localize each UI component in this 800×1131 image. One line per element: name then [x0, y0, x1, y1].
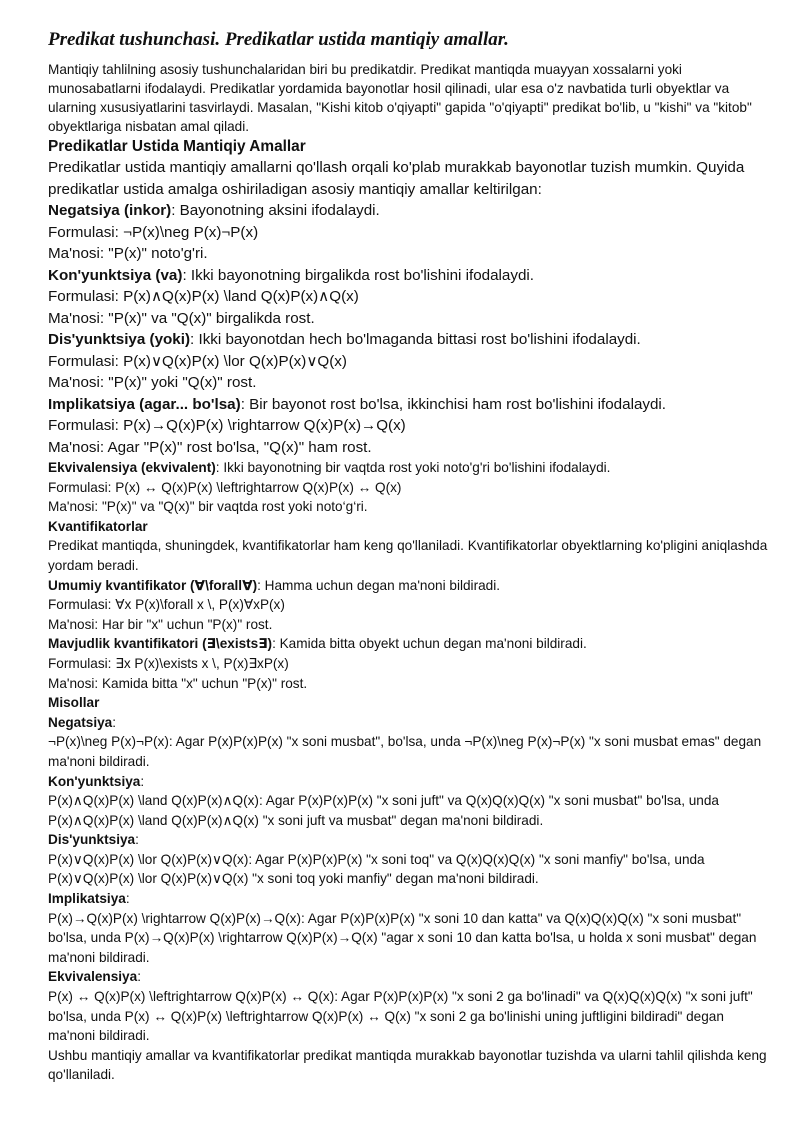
- example-conjunction-heading: [48, 772, 770, 792]
- intro-paragraph: Mantiqiy tahlilning asosiy tushunchalaridan biri bu predikatdir. Predikat mantiqda muayyan xossalarni yoki munosabatlarni ifodalaydi. Predikatlar yordamida bayonotlar hosil qilinadi, ular esa o'z navbatida turli obyektlar va ularning xususiyatlarini tasvirlaydi. Masalan, "Kishi kitob o'qiyapti" gapida "o'qiyapti" predikat bo'lib, u "kishi" va "kitob" obyektlariga nisbatan amal qiladi.: [48, 62, 752, 134]
- quantifier-universal-formula: Formulasi: ∀x P(x)\forall x \, P(x)∀xP(x): [48, 597, 285, 613]
- op-implication-definition: [48, 394, 770, 416]
- example-colon: :: [135, 832, 139, 848]
- quantifier-existential-formula: Formulasi: ∃x P(x)\exists x \, P(x)∃xP(x): [48, 655, 289, 671]
- section-heading-operations: Predikatlar Ustida Mantiqiy Amallar: [48, 138, 306, 155]
- example-equivalence-heading: [48, 967, 770, 987]
- op-disjunction-meaning: Ma'nosi: "P(x)" yoki "Q(x)" rost.: [48, 374, 257, 391]
- op-conjunction-desc: : Ikki bayonotning birgalikda rost bo'lishini ifodalaydi.: [182, 266, 535, 284]
- quantifier-universal-definition: [48, 576, 770, 596]
- example-conjunction-text: P(x)∧Q(x)P(x) \land Q(x)P(x)∧Q(x): Agar P(x)P(x)P(x) "x soni juft" va Q(x)Q(x)Q(x) "x soni musbat" bo'lsa, unda P(x)∧Q(x)P(x) \land Q(x)P(x)∧Q(x) "x soni juft va musbat" degan ma'noni bildiradi.: [48, 793, 719, 828]
- quantifier-universal-meaning: Ma'nosi: Har bir "x" uchun "P(x)" rost.: [48, 616, 273, 632]
- quantifier-universal-desc: : Hamma uchun degan ma'noni bildiradi.: [257, 577, 501, 593]
- example-equivalence-name: Ekvivalensiya: [48, 969, 138, 985]
- section-heading-quantifiers: Kvantifikatorlar: [48, 518, 148, 534]
- op-implication-name: Implikatsiya (agar... bo'lsa): [48, 395, 241, 413]
- op-equivalence-desc: : Ikki bayonotning bir vaqtda rost yoki noto'g'ri bo'lishini ifodalaydi.: [215, 460, 611, 475]
- op-implication-formula: Formulasi: P(x)→Q(x)P(x) \rightarrow Q(x)P(x)→Q(x): [48, 417, 406, 434]
- op-negation-formula: Formulasi: ¬P(x)\neg P(x)¬P(x): [48, 223, 259, 241]
- page-title: Predikat tushunchasi. Predikatlar ustida mantiqiy amallar.: [48, 29, 509, 50]
- quantifier-existential-name: Mavjudlik kvantifikatori (∃\exists∃): [48, 636, 273, 652]
- quantifiers-intro: Predikat mantiqda, shuningdek, kvantifikatorlar ham keng qo'llaniladi. Kvantifikatorlar obyektlarning ko'pligini aniqlashda yordam beradi.: [48, 538, 768, 573]
- example-disjunction-text: P(x)∨Q(x)P(x) \lor Q(x)P(x)∨Q(x): Agar P(x)P(x)P(x) "x soni toq" va Q(x)Q(x)Q(x) "x soni manfiy" bo'lsa, unda P(x)∨Q(x)P(x) \lor Q(x)P(x)∨Q(x) "x soni toq yoki manfiy" degan ma'noni bildiradi.: [48, 851, 705, 887]
- op-conjunction-meaning: Ma'nosi: "P(x)" va "Q(x)" birgalikda rost.: [48, 309, 315, 327]
- quantifier-existential-desc: : Kamida bitta obyekt uchun degan ma'noni bildiradi.: [272, 636, 587, 652]
- section-heading-examples: Misollar: [48, 695, 100, 711]
- example-equivalence-text: P(x) ↔ Q(x)P(x) \leftrightarrow Q(x)P(x) ↔ Q(x): Agar P(x)P(x)P(x) "x soni 2 ga bo'linadi" va Q(x)Q(x)Q(x) "x soni juft" bo'lsa, unda P(x) ↔ Q(x)P(x) \leftrightarrow Q(x)P(x) ↔ Q(x) "x soni 2 ga bo'linishi uning juftligini bildiradi" degan ma'noni bildiradi.: [48, 989, 753, 1044]
- example-implication-heading: [48, 889, 770, 909]
- op-negation-name: Negatsiya (inkor): [48, 202, 172, 219]
- example-negation-name: Negatsiya: [48, 714, 113, 730]
- quantifier-existential-meaning: Ma'nosi: Kamida bitta "x" uchun "P(x)" rost.: [48, 675, 308, 691]
- example-conjunction-name: Kon'yunktsiya: [48, 773, 141, 789]
- op-implication-desc: : Bir bayonot rost bo'lsa, ikkinchisi ham rost bo'lishini ifodalaydi.: [240, 395, 667, 413]
- op-negation-meaning: Ma'nosi: "P(x)" noto'g'ri.: [48, 245, 208, 262]
- example-implication-name: Implikatsiya: [48, 891, 126, 907]
- op-conjunction-name: Kon'yunktsiya (va): [48, 266, 183, 284]
- quantifier-universal-name: Umumiy kvantifikator (∀\forall∀): [48, 577, 258, 593]
- example-disjunction-name: Dis'yunktsiya: [48, 832, 136, 848]
- op-conjunction-formula: Formulasi: P(x)∧Q(x)P(x) \land Q(x)P(x)∧Q(x): [48, 288, 359, 305]
- example-disjunction-heading: [48, 830, 770, 850]
- example-colon: :: [112, 714, 117, 730]
- op-equivalence-definition: [48, 458, 770, 478]
- example-colon: :: [137, 969, 141, 985]
- op-implication-meaning: Ma'nosi: Agar "P(x)" rost bo'lsa, "Q(x)" ham rost.: [48, 438, 372, 456]
- op-equivalence-name: Ekvivalensiya (ekvivalent): [48, 460, 216, 475]
- op-disjunction-formula: Formulasi: P(x)∨Q(x)P(x) \lor Q(x)P(x)∨Q(x): [48, 352, 347, 370]
- op-equivalence-formula: Formulasi: P(x) ↔ Q(x)P(x) \leftrightarrow Q(x)P(x) ↔ Q(x): [48, 479, 402, 495]
- example-colon: :: [140, 773, 145, 789]
- conclusion-paragraph: Ushbu mantiqiy amallar va kvantifikatorlar predikat mantiqda murakkab bayonotlar tuzishda va ularni tahlil qilishda keng qo'llaniladi.: [48, 1047, 767, 1083]
- operations-intro: Predikatlar ustida mantiqiy amallarni qo'llash orqali ko'plab murakkab bayonotlar tuzish mumkin. Quyida predikatlar ustida amalga oshiriladigan asosiy mantiqiy amallar keltirilgan:: [48, 159, 745, 198]
- op-disjunction-desc: : Ikki bayonotdan hech bo'lmaganda bittasi rost bo'lishini ifodalaydi.: [190, 331, 641, 348]
- op-disjunction-name: Dis'yunktsiya (yoki): [48, 331, 191, 348]
- op-equivalence-meaning: Ma'nosi: "P(x)" va "Q(x)" bir vaqtda rost yoki noto‘g‘ri.: [48, 499, 368, 515]
- example-colon: :: [125, 891, 130, 907]
- op-negation-definition: [48, 200, 770, 222]
- quantifier-existential-definition: [48, 634, 770, 654]
- example-negation-text: ¬P(x)\neg P(x)¬P(x): Agar P(x)P(x)P(x) "x soni musbat", bo'lsa, unda ¬P(x)\neg P(x)¬P(x) "x soni musbat emas" degan ma'noni bildiradi.: [48, 734, 762, 769]
- example-implication-text: P(x)→Q(x)P(x) \rightarrow Q(x)P(x)→Q(x): Agar P(x)P(x)P(x) "x soni 10 dan katta" va Q(x)Q(x)Q(x) "x soni musbat" bo'lsa, unda P(x)→Q(x)P(x) \rightarrow Q(x)P(x)→Q(x) "agar x soni 10 dan katta bo'lsa, u holda x soni musbat" degan ma'noni bildiradi.: [48, 910, 757, 965]
- op-conjunction-definition: [48, 265, 770, 287]
- example-negation-heading: [48, 713, 770, 733]
- op-negation-desc: : Bayonotning aksini ifodalaydi.: [171, 202, 380, 219]
- op-disjunction-definition: [48, 329, 770, 351]
